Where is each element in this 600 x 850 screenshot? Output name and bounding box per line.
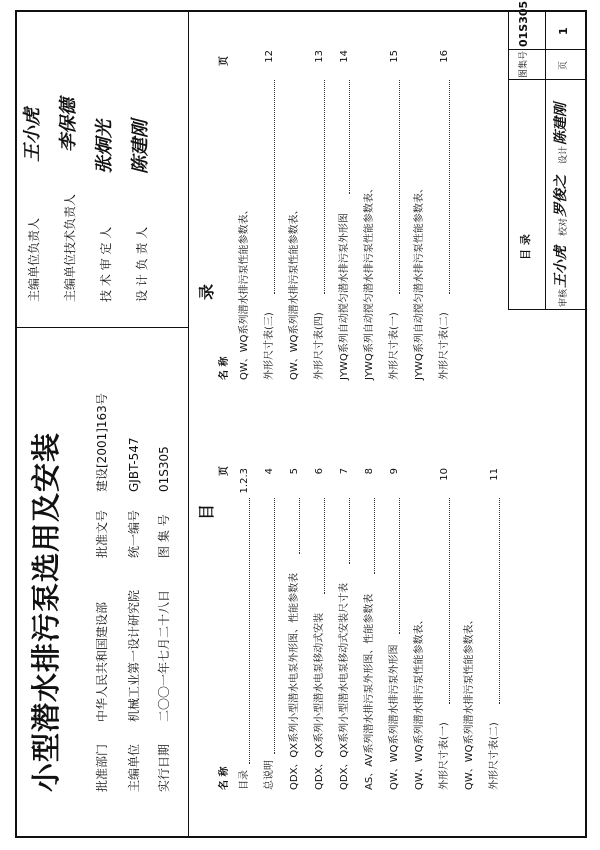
toc-left-row-name: 外形尺寸表(一)	[439, 722, 450, 790]
approve-no-label: 批准文号	[95, 509, 109, 558]
titleblock-page-label: 页	[559, 60, 569, 70]
effective-date-label: 实行日期	[157, 743, 171, 792]
titleblock-mid	[545, 10, 546, 310]
toc-right-row-name: 外形尺寸表(四)	[314, 312, 325, 380]
effective-date-value: 二〇〇一年七月二十八日	[157, 589, 171, 722]
toc-right-row-page: 12	[264, 50, 275, 63]
titleblock-atlas-label: 图集号	[519, 50, 529, 78]
toc-left-row-page: 10	[439, 468, 450, 481]
toc-left-row-page: 4	[264, 468, 275, 475]
titleblock-right-split-2	[508, 49, 587, 50]
toc-left-row-page: 6	[314, 468, 325, 475]
unified-no-value: GJBT-547	[127, 437, 141, 492]
toc-heading-left: 目	[197, 493, 216, 520]
titleblock-design-signature: 陈建刚	[553, 103, 569, 145]
tech-reviewer-label: 技 术 审 定 人	[99, 226, 113, 302]
toc-left-row-name: 目录	[239, 770, 250, 790]
design-head-label: 设 计 负 责 人	[135, 226, 149, 302]
tech-reviewer-signature: 张炯光	[94, 120, 115, 174]
info-split	[15, 327, 188, 328]
cover-title: 小型潜水排污泵选用及安装	[29, 431, 63, 792]
titleblock-review-signature: 王小虎	[553, 246, 569, 288]
toc-left-row-page: 9	[389, 468, 400, 475]
toc-heading-right: 录	[197, 273, 216, 300]
toc-right-row-name: JYWQ系列自动搅匀潜水排污泵性能参数表、	[364, 183, 375, 380]
toc-left-row-leader	[249, 498, 250, 764]
toc-right-row-name: QW、WQ系列潜水排污泵性能参数表、	[239, 204, 250, 380]
atlas-no-label: 图 集 号	[157, 514, 171, 558]
toc-left-row-name: QW、WQ系列潜水排污泵外形图	[389, 644, 400, 790]
titleblock-top	[508, 10, 509, 310]
toc-left-row-page: 5	[289, 468, 300, 475]
titleblock-right-split	[508, 79, 587, 80]
toc-left-row-name: 总说明	[264, 760, 275, 790]
toc-left-row-page: 11	[489, 468, 500, 481]
toc-right-row-page: 13	[314, 50, 325, 63]
tech-head-signature: 李保德	[58, 98, 79, 152]
titleblock-atlas-value: 01S305	[517, 0, 530, 47]
chief-unit-head-signature: 王小虎	[22, 108, 43, 162]
titleblock-left	[508, 309, 587, 310]
atlas-no-value: 01S305	[157, 446, 171, 492]
toc-left-row-page: 1.2.3	[239, 468, 250, 494]
toc-left-row-page: 7	[339, 468, 350, 475]
toc-left-row-name: AS、AV系列潜水排污泵外形图、性能参数表	[364, 593, 375, 790]
toc-left-row-name: QW、WQ系列潜水排污泵性能参数表、	[464, 614, 475, 790]
toc-left-row-name: QW、WQ系列潜水排污泵性能参数表、	[414, 614, 425, 790]
toc-right-row-leader	[449, 80, 450, 294]
toc-left-row-name: 外形尺寸表(二)	[489, 722, 500, 790]
unified-no-label: 统一编号	[127, 509, 141, 558]
toc-right-row-leader	[349, 80, 350, 194]
toc-right-row-name: JYWQ系列自动搅匀潜水排污泵性能参数表、	[414, 183, 425, 380]
toc-left-row-name: QDX、QX系列小型潜水电泵移动式安装尺寸表	[339, 582, 350, 790]
toc-left-row-leader	[274, 498, 275, 754]
design-head-signature: 陈建刚	[130, 120, 151, 174]
toc-right-row-leader	[399, 80, 400, 294]
toc-right-row-page: 16	[439, 50, 450, 63]
titleblock-check-label: 校对	[559, 217, 569, 236]
titleblock-check-signature: 罗俊之	[553, 175, 569, 217]
titleblock-caption: 目 录	[519, 234, 532, 260]
titleblock-design-label: 设计	[559, 145, 569, 164]
toc-right-row-name: 外形尺寸表(三)	[264, 312, 275, 380]
toc-left-row-name: QDX、QX系列小型潜水电泵外形图、性能参数表	[289, 572, 300, 790]
chief-unit-value: 机械工业第一设计研究院	[127, 589, 141, 722]
toc-right-col-name: 名 称	[219, 356, 230, 380]
toc-left-row-page: 8	[364, 468, 375, 475]
tech-head-label: 主编单位技术负责人	[63, 193, 77, 302]
toc-right-row-page: 14	[339, 50, 350, 63]
chief-unit-label: 主编单位	[127, 743, 141, 792]
toc-left-row-leader	[374, 498, 375, 574]
approve-dept-value: 中华人民共和国建设部	[95, 601, 109, 722]
chief-unit-head-label: 主编单位负责人	[27, 217, 41, 302]
titleblock-review-label: 审核	[559, 288, 569, 307]
toc-left-row-leader	[349, 498, 350, 564]
toc-right-row-leader	[324, 80, 325, 294]
titleblock-page-value: 1	[557, 27, 570, 35]
toc-left-row-leader	[499, 498, 500, 704]
toc-right-row-name: JYWQ系列自动搅匀潜水排污泵外形图	[339, 213, 350, 380]
approve-no-value: 建设[2001]163号	[95, 393, 109, 492]
info-divider	[188, 10, 189, 838]
toc-right-row-name: 外形尺寸表(二)	[439, 312, 450, 380]
toc-right-col-page: 页	[219, 56, 230, 66]
toc-left-col-name: 名 称	[219, 766, 230, 790]
toc-left-row-leader	[324, 498, 325, 594]
toc-left-row-name: QDX、QX系列小型潜水电泵移动式安装	[314, 612, 325, 790]
toc-right-row-name: QW、WQ系列潜水排污泵性能参数表、	[289, 204, 300, 380]
approve-dept-label: 批准部门	[95, 743, 109, 792]
toc-left-row-leader	[399, 498, 400, 634]
toc-right-row-name: 外形尺寸表(一)	[389, 312, 400, 380]
toc-left-row-leader	[449, 498, 450, 704]
toc-right-row-leader	[274, 80, 275, 294]
toc-left-col-page: 页	[219, 466, 230, 476]
toc-left-row-leader	[299, 498, 300, 554]
toc-right-row-page: 15	[389, 50, 400, 63]
